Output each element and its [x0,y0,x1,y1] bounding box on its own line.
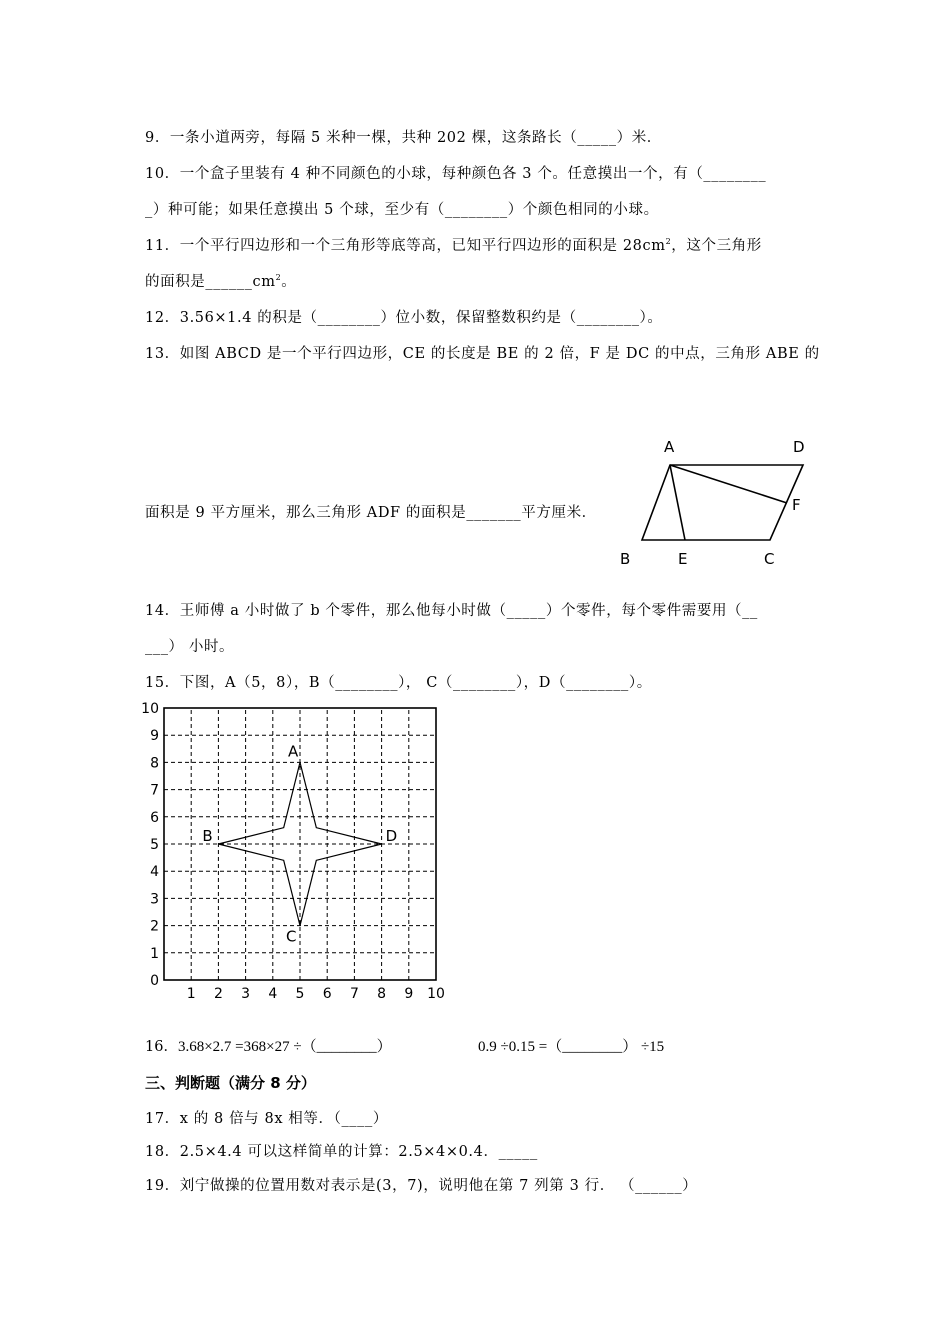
y-tick-label: 10 [141,701,159,717]
y-tick-label: 2 [150,918,159,935]
question-12: 12．3.56×1.4 的积是（________）位小数，保留整数积约是（________）。 [145,310,663,326]
y-tick-label: 0 [150,973,159,989]
question-13-line1: 13．如图 ABCD 是一个平行四边形，CE 的长度是 BE 的 2 倍，F 是 DC 的中点，三角形 ABE 的 [145,346,820,362]
q11-superscript-2: 2 [275,273,282,282]
question-10-line2: _）种可能；如果任意摸出 5 个球，至少有（________）个颜色相同的小球。 [145,202,659,218]
x-tick-label: 4 [268,986,278,1002]
y-tick-label: 9 [150,728,159,745]
x-tick-label: 2 [213,986,223,1002]
x-tick-label: 1 [186,986,196,1002]
y-tick-label: 6 [150,809,159,826]
y-tick-label: 5 [150,837,159,853]
question-19: 19．刘宁做操的位置用数对表示是(3，7)，说明他在第 7 列第 3 行． （______） [145,1178,698,1194]
y-tick-label: 4 [150,864,159,881]
label-c: C [764,550,775,568]
q11-text-a: 11．一个平行四边形和一个三角形等底等高，已知平行四边形的面积是 28cm [145,238,666,254]
question-17: 17．x 的 8 倍与 8x 相等．（____） [145,1111,388,1127]
question-16-part-a [145,1037,392,1057]
coordinate-grid-figure [140,700,450,1005]
q11-text-b: ，这个三角形 [671,238,762,254]
x-tick-label: 3 [241,986,251,1002]
q11-superscript-1: 2 [665,237,672,246]
parallelogram-figure [610,430,820,575]
point-label-a: A [288,742,299,761]
x-tick-label: 9 [404,986,414,1002]
question-13-line2: 面积是 9 平方厘米，那么三角形 ADF 的面积是_______平方厘米． [145,505,597,521]
x-tick-label: 6 [322,986,332,1002]
section-3-heading: 三、判断题（满分 8 分） [145,1074,316,1092]
x-tick-label: 5 [295,986,305,1002]
label-a: A [664,438,675,456]
y-tick-label: 8 [150,755,159,772]
label-f: F [792,496,801,514]
question-10-line1: 10．一个盒子里装有 4 种不同颜色的小球，每种颜色各 3 个。任意摸出一个，有（________ [145,166,767,182]
label-d: D [793,438,805,456]
point-label-c: C [286,927,297,946]
point-label-b: B [202,827,213,845]
q16-number: 16． [145,1039,178,1055]
label-b: B [620,550,631,568]
question-15: 15．下图，A（5，8），B（________）， C（________），D（________）。 [145,675,652,691]
segment-ae [670,465,685,540]
y-tick-label: 7 [150,782,159,799]
question-16-part-b: 0.9 ÷0.15 =（________） ÷15 [478,1039,665,1055]
segment-af [670,465,787,503]
x-tick-label: 10 [427,986,445,1002]
x-tick-label: 7 [349,986,359,1002]
y-tick-label: 3 [150,891,159,908]
x-tick-label: 8 [377,986,387,1002]
question-11-line1 [145,236,762,256]
question-14-line2: ___） 小时。 [145,639,235,655]
label-e: E [678,550,688,568]
question-18: 18．2.5×4.4 可以这样简单的计算：2.5×4×0.4．_____ [145,1144,538,1160]
y-tick-label: 1 [150,945,159,962]
question-11-line2 [145,272,296,292]
question-9: 9．一条小道两旁，每隔 5 米种一棵，共种 202 棵，这条路长（_____）米． [145,130,662,146]
q16-expression-a: 3.68×2.7 =368×27 ÷（________） [177,1039,392,1055]
q11-text-c: 的面积是______cm [145,274,276,290]
q11-text-d: 。 [281,274,297,290]
point-label-d: D [385,827,398,845]
parallelogram-abcd [642,465,803,540]
question-14-line1: 14．王师傅 a 小时做了 b 个零件，那么他每小时做（_____）个零件，每个零件需要用（__ [145,603,758,619]
